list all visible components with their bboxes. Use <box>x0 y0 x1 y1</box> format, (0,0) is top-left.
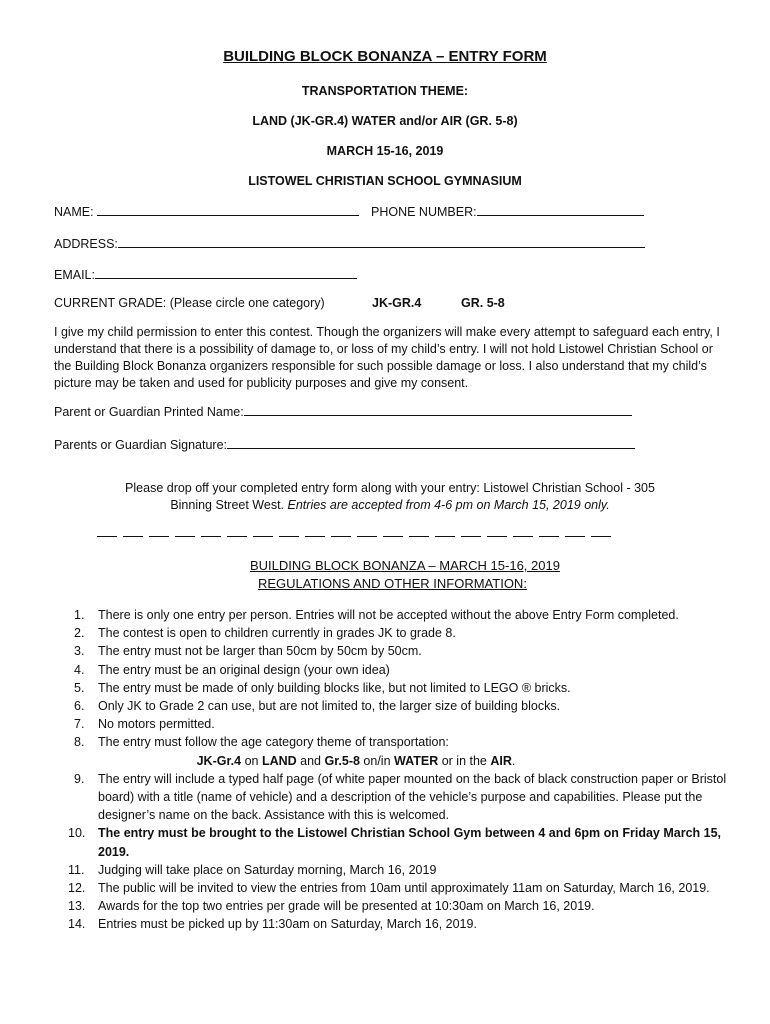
regulations-list <box>54 606 734 934</box>
grade-option-jk-gr4[interactable]: JK-GR.4 <box>372 296 422 310</box>
list-item: 9. The entry will include a typed half page (of white paper mounted on the back of black construction paper or Bristol board) with a title (name of vehicle) and a description of the vehicle’s purpose and capabilities. Please put the designer’s name on the back. Assistance with this is welcomed. <box>74 771 727 823</box>
dropoff-hours: Entries are accepted from 4-6 pm on March 15, 2019 only. <box>287 498 610 512</box>
email-field[interactable] <box>95 266 357 279</box>
name-label: NAME: <box>54 205 94 219</box>
cut-line <box>97 526 617 540</box>
regulations-subtitle: REGULATIONS AND OTHER INFORMATION: <box>258 576 527 591</box>
list-item: 14. Entries must be picked up by 11:30am on Saturday, March 16, 2019. <box>68 917 477 932</box>
grade-label: CURRENT GRADE: (Please circle one category) <box>54 296 325 310</box>
phone-field[interactable] <box>477 203 644 216</box>
email-label: EMAIL: <box>54 268 95 282</box>
list-item: 4. The entry must be an original design (your own idea) <box>74 662 390 677</box>
dropoff-instructions <box>110 480 670 514</box>
list-item: 13. Awards for the top two entries per grade will be presented at 10:30am on March 16, 2019. <box>68 899 595 914</box>
date-heading: MARCH 15-16, 2019 <box>326 144 444 158</box>
name-field[interactable] <box>97 203 359 216</box>
permission-paragraph: I give my child permission to enter this contest. Though the organizers will make every attempt to safeguard each entry, I understand that there is a possibility of damage to, or loss of my child’s entry. I will not hold Listowel Christian School or the Building Block Bonanza organizers responsible for such possible damage or loss. I also understand that my child’s picture may be taken and used for publicity purposes and give my consent. <box>54 325 720 390</box>
email-row <box>54 266 357 282</box>
phone-label: PHONE NUMBER: <box>371 205 477 219</box>
list-item: 12. The public will be invited to view the entries from 10am until approximately 11am on Saturday, March 16, 2019. <box>68 881 710 896</box>
list-item: 6. Only JK to Grade 2 can use, but are not limited to, the larger size of building blocks. <box>74 699 561 714</box>
name-row <box>54 203 359 219</box>
list-item: 1. There is only one entry per person. Entries will not be accepted without the above Entry Form completed. <box>74 608 679 622</box>
guardian-name-row <box>54 403 632 419</box>
guardian-name-field[interactable] <box>244 403 632 416</box>
theme-category-line: JK-Gr.4 on LAND and Gr.5-8 on/in WATER or in the AIR. <box>196 753 516 768</box>
list-item: 8. The entry must follow the age category theme of transportation: JK-Gr.4 on LAND and Gr.5-8 on/in WATER or in the AIR. <box>54 733 734 769</box>
guardian-signature-field[interactable] <box>227 436 635 449</box>
guardian-name-label: Parent or Guardian Printed Name: <box>54 405 244 419</box>
address-row <box>54 235 645 251</box>
regulations-title: BUILDING BLOCK BONANZA – MARCH 15-16, 2019 <box>250 558 560 573</box>
address-label: ADDRESS: <box>54 237 118 251</box>
guardian-signature-label: Parents or Guardian Signature: <box>54 438 228 452</box>
dropoff-text: Please drop off your completed entry form along with your entry: Listowel Christian School - 305 Binning Street West. <box>125 481 655 512</box>
list-item: 2. The contest is open to children currently in grades JK to grade 8. <box>74 626 456 641</box>
address-field[interactable] <box>118 235 645 248</box>
list-item: 7. No motors permitted. <box>74 717 215 732</box>
list-item: 5. The entry must be made of only building blocks like, but not limited to LEGO ® bricks. <box>74 680 571 695</box>
phone-row <box>371 203 644 219</box>
category-heading: LAND (JK-GR.4) WATER and/or AIR (GR. 5-8) <box>252 114 518 128</box>
list-item: 11. Judging will take place on Saturday morning, March 16, 2019 <box>68 862 437 877</box>
grade-option-gr5-8[interactable]: GR. 5-8 <box>461 296 505 310</box>
guardian-signature-row <box>54 436 635 452</box>
form-title: BUILDING BLOCK BONANZA – ENTRY FORM <box>223 48 547 65</box>
list-item: 10. The entry must be brought to the Listowel Christian School Gym between 4 and 6pm on Friday March 15, 2019. <box>68 826 722 859</box>
venue-heading: LISTOWEL CHRISTIAN SCHOOL GYMNASIUM <box>248 174 522 188</box>
theme-heading: TRANSPORTATION THEME: <box>301 84 469 98</box>
list-item: 3. The entry must not be larger than 50cm by 50cm by 50cm. <box>74 644 422 659</box>
